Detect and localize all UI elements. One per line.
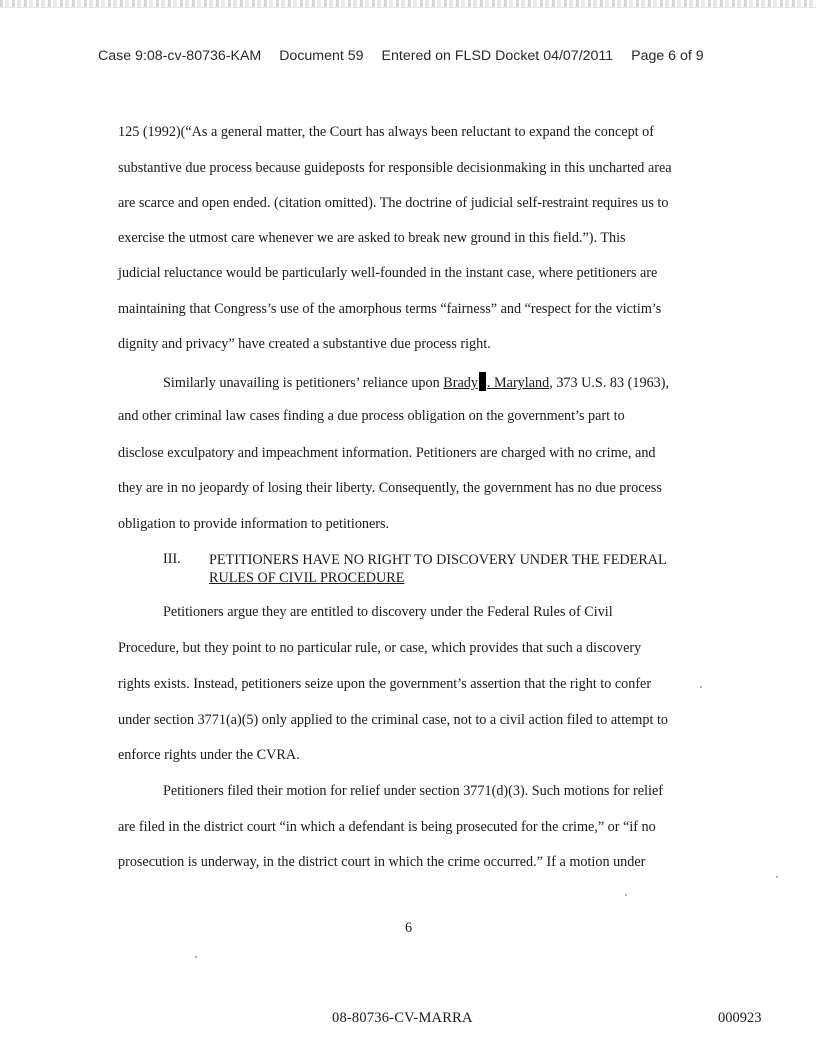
- scan-speck: [195, 956, 197, 958]
- text-run: Similarly unavailing is petitioners’ reliance upon: [163, 375, 444, 391]
- page-number: 6: [405, 920, 413, 936]
- body-line: under section 3771(a)(5) only applied to the criminal case, not to a civil action filed to attempt to: [118, 712, 668, 728]
- body-line-case-citation: [163, 372, 708, 392]
- body-line: are filed in the district court “in which a defendant is being prosecuted for the crime,” or “if no: [118, 819, 656, 835]
- body-line: prosecution is underway, in the district court in which the crime occurred.” If a motion under: [118, 854, 646, 870]
- page-indicator: Page 6 of 9: [631, 48, 704, 64]
- document-number: Document 59: [279, 48, 364, 64]
- body-line: they are in no jeopardy of losing their liberty. Consequently, the government has no due process: [118, 480, 662, 496]
- body-line: 125 (1992)(“As a general matter, the Court has always been reluctant to expand the concept of: [118, 124, 654, 140]
- body-line: maintaining that Congress’s use of the amorphous terms “fairness” and “respect for the victim’s: [118, 301, 662, 317]
- body-line: disclose exculpatory and impeachment information. Petitioners are charged with no crime, and: [118, 445, 656, 461]
- section-number: III.: [163, 551, 181, 567]
- section-heading-line: RULES OF CIVIL PROCEDURE: [209, 570, 405, 586]
- docket-header: [98, 48, 778, 64]
- body-line: rights exists. Instead, petitioners seize upon the government’s assertion that the right to confer: [118, 676, 652, 692]
- redaction-mark: [479, 372, 486, 391]
- body-line: obligation to provide information to petitioners.: [118, 516, 390, 532]
- body-line: are scarce and open ended. (citation omitted). The doctrine of judicial self-restraint requires us to: [118, 195, 669, 211]
- case-name-brady: Brady: [443, 375, 478, 391]
- body-line: enforce rights under the CVRA.: [118, 747, 300, 763]
- docket-entry-date: Entered on FLSD Docket 04/07/2011: [381, 48, 614, 64]
- case-number: Case 9:08-cv-80736-KAM: [98, 48, 262, 64]
- scan-artifact-edge: [0, 0, 816, 8]
- body-line: Procedure, but they point to no particular rule, or case, which provides that such a discovery: [118, 640, 642, 656]
- body-line: exercise the utmost care whenever we are asked to break new ground in this field.”). This: [118, 230, 626, 246]
- scan-speck: [625, 894, 627, 896]
- body-line: substantive due process because guideposts for responsible decisionmaking in this uncharted area: [118, 160, 672, 176]
- scan-speck: [700, 686, 702, 688]
- body-line: Petitioners argue they are entitled to discovery under the Federal Rules of Civil: [163, 604, 613, 620]
- body-line: Petitioners filed their motion for relief under section 3771(d)(3). Such motions for relief: [163, 783, 663, 799]
- bates-case-label: 08-80736-CV-MARRA: [332, 1010, 473, 1026]
- body-line: dignity and privacy” have created a substantive due process right.: [118, 336, 491, 352]
- text-run: , 373 U.S. 83 (1963),: [549, 375, 670, 391]
- section-heading-line: PETITIONERS HAVE NO RIGHT TO DISCOVERY UNDER THE FEDERAL: [209, 552, 667, 568]
- scan-speck: [776, 876, 778, 878]
- body-line: judicial reluctance would be particularly well-founded in the instant case, where petitioners are: [118, 265, 658, 281]
- case-name-maryland: . Maryland: [486, 375, 550, 391]
- body-line: and other criminal law cases finding a due process obligation on the government’s part to: [118, 408, 625, 424]
- bates-number: 000923: [718, 1010, 762, 1026]
